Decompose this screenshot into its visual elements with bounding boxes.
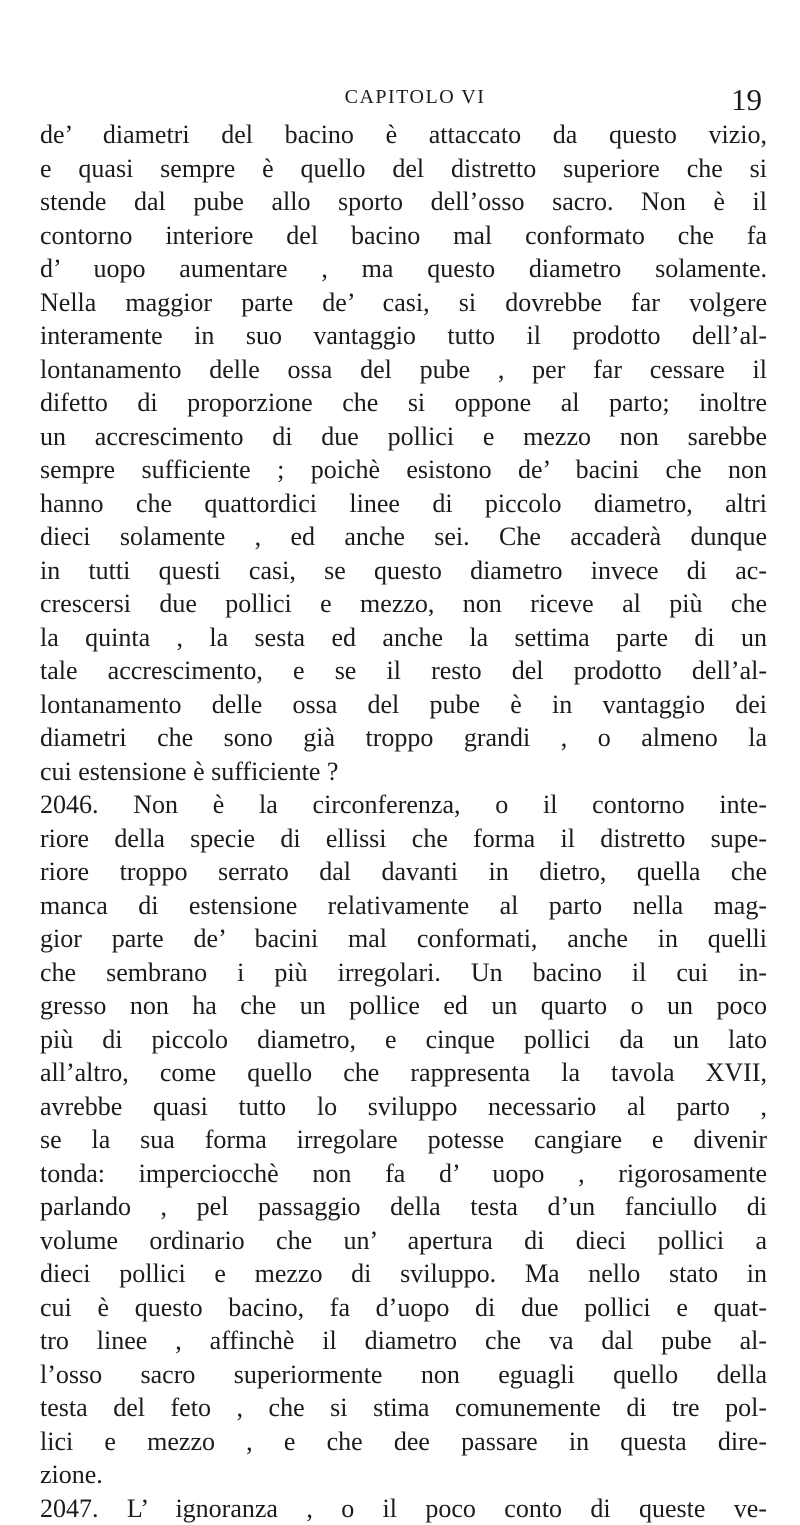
text-line: riore troppo serrato dal davanti in dietro, quella che [40,855,767,889]
text-line: 2046. Non è la circonferenza, o il contorno inte- [40,788,767,822]
chapter-heading: CAPITOLO VI [0,86,800,109]
text-line: gresso non ha che un pollice ed un quarto o un poco [40,989,767,1023]
text-line: interamente in suo vantaggio tutto il prodotto dell’al- [40,319,767,353]
text-line: tonda: imperciocchè non fa d’ uopo , rigorosamente [40,1157,767,1191]
text-line: all’altro, come quello che rappresenta la tavola XVII, [40,1056,767,1090]
text-line: de’ diametri del bacino è attaccato da questo vizio, [40,118,767,152]
text-line: e quasi sempre è quello del distretto superiore che si [40,152,767,186]
text-line: contorno interiore del bacino mal conformato che fa [40,219,767,253]
running-head [0,84,800,114]
text-line: testa del feto , che si stima comunemente di tre pol- [40,1391,767,1425]
text-line: riore della specie di ellissi che forma il distretto supe- [40,822,767,856]
text-line: stende dal pube allo sporto dell’osso sacro. Non è il [40,185,767,219]
text-line: crescersi due pollici e mezzo, non riceve al più che [40,587,767,621]
text-line: manca di estensione relativamente al parto nella mag- [40,889,767,923]
text-line: 2047. L’ ignoranza , o il poco conto di queste ve- [40,1492,767,1525]
text-line: sempre sufficiente ; poichè esistono de’ bacini che non [40,453,767,487]
text-line: difetto di proporzione che si oppone al parto; inoltre [40,386,767,420]
page-number: 19 [731,82,762,118]
text-line: se la sua forma irregolare potesse cangiare e divenir [40,1123,767,1157]
text-line: gior parte de’ bacini mal conformati, anche in quelli [40,922,767,956]
text-line: diametri che sono già troppo grandi , o almeno la [40,721,767,755]
text-line: cui è questo bacino, fa d’uopo di due pollici e quat- [40,1291,767,1325]
text-line: d’ uopo aumentare , ma questo diametro solamente. [40,252,767,286]
text-line: avrebbe quasi tutto lo sviluppo necessario al parto , [40,1090,767,1124]
text-line: lici e mezzo , e che dee passare in questa dire- [40,1425,767,1459]
text-line: Nella maggior parte de’ casi, si dovrebbe far volgere [40,286,767,320]
paragraph-end-line: zione. [40,1458,767,1492]
body-text [40,118,767,1525]
text-line: la quinta , la sesta ed anche la settima parte di un [40,621,767,655]
text-line: tale accrescimento, e se il resto del prodotto dell’al- [40,654,767,688]
text-line: che sembrano i più irregolari. Un bacino il cui in- [40,956,767,990]
text-line: in tutti questi casi, se questo diametro invece di ac- [40,554,767,588]
text-line: lontanamento delle ossa del pube , per far cessare il [40,353,767,387]
text-line: dieci pollici e mezzo di sviluppo. Ma nello stato in [40,1257,767,1291]
paragraph-end-line: cui estensione è sufficiente ? [40,755,767,789]
text-line: lontanamento delle ossa del pube è in vantaggio dei [40,688,767,722]
text-line: volume ordinario che un’ apertura di dieci pollici a [40,1224,767,1258]
text-line: un accrescimento di due pollici e mezzo non sarebbe [40,420,767,454]
text-line: hanno che quattordici linee di piccolo diametro, altri [40,487,767,521]
text-line: parlando , pel passaggio della testa d’un fanciullo di [40,1190,767,1224]
text-line: l’osso sacro superiormente non eguagli quello della [40,1358,767,1392]
text-line: tro linee , affinchè il diametro che va dal pube al- [40,1324,767,1358]
text-line: dieci solamente , ed anche sei. Che accaderà dunque [40,520,767,554]
text-line: più di piccolo diametro, e cinque pollici da un lato [40,1023,767,1057]
